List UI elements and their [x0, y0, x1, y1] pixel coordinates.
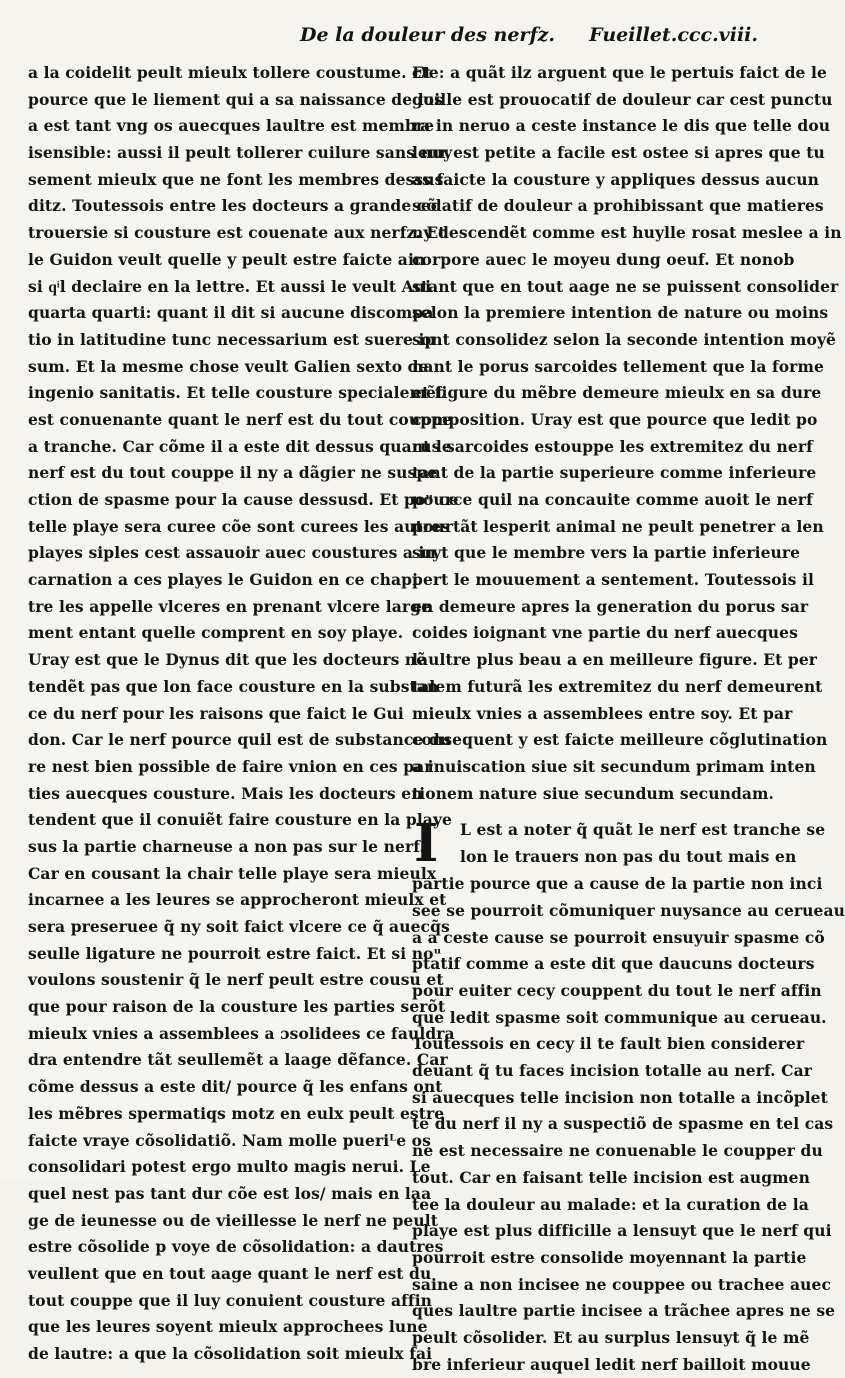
text-line: pource que le liement qui a sa naissance de los	[28, 89, 443, 109]
text-line: mieulx vnies a assemblees entre soy. Et par	[412, 703, 793, 723]
text-line: ction de spasme pour la cause dessusd. Et poᵘ ce	[28, 490, 459, 509]
text-line: est conuenante quant le nerf est du tout couppe	[28, 409, 453, 429]
text-line: sement mieulx que ne font les membres dessus	[28, 169, 444, 189]
text-line: sont consolidez selon la seconde intention moyẽ	[412, 329, 837, 349]
text-line: don. Car le nerf pource quil est de substance du	[28, 730, 452, 750]
text-line: ge de ieunesse ou de vieillesse le nerf ne peult	[28, 1210, 438, 1230]
text-line: te du nerf il ny a suspectiõ de spasme en tel cas	[412, 1114, 834, 1134]
left-text-column	[28, 60, 459, 1368]
text-line: pource quil na concauite comme auoit le nerf	[412, 490, 813, 509]
text-line: sera preseruee q̃ ny soit faict vlcere ce q̃ auecq̃s	[28, 917, 450, 936]
text-line: corpore auec le moyeu dung oeuf. Et nonob	[412, 249, 795, 269]
text-line: Car en cousant la chair telle playe sera mieulx	[28, 863, 437, 883]
text-line: carnation a ces playes le Guidon en ce chapi	[28, 570, 419, 590]
text-line: ques laultre partie incisee a trãchee apres ne se	[412, 1301, 836, 1321]
text-line: a a ceste cause se pourroit ensuyuir spasme cõ	[412, 927, 825, 947]
text-line: consolidari potest ergo multo magis nerui. Le	[28, 1157, 431, 1177]
text-line: ne est necessaire ne conuenable le coupper du	[412, 1141, 823, 1161]
text-line: nerf est du tout couppe il ny a dãgier ne suspe	[28, 463, 438, 483]
text-line: tant de la partie superieure comme inferieure	[412, 463, 817, 483]
text-line: mieulx vnies a assemblees a ɔsolidees ce fauldra	[28, 1023, 455, 1043]
text-line: ingenio sanitatis. Et telle cousture specialemẽt	[28, 383, 444, 403]
text-line: a tranche. Car cõme il a este dit dessus quant le	[28, 436, 452, 456]
text-line: a la coidelit peult mieulx tollere coustume. Et	[28, 63, 432, 82]
drop-capital: I	[414, 813, 439, 875]
text-line: le Guidon veult quelle y peult estre faicte ain	[28, 249, 426, 269]
text-line: pourtãt lesperit animal ne peult penetrer a len	[412, 516, 824, 536]
text-line: sum. Et la mesme chose veult Galien sexto de	[28, 356, 429, 376]
text-line: cte: a quãt ilz arguent que le pertuis faict de le	[412, 63, 827, 82]
text-line: et figure du mẽbre demeure mieulx en sa dure	[412, 383, 822, 403]
text-line: si qͥl declaire en la lettre. Et aussi le veult Aui	[28, 276, 432, 296]
text-line: voulons soustenir q̃ le nerf peult estre cousu et	[28, 970, 444, 990]
text-line: talem futurã les extremitez du nerf demeurent	[412, 676, 823, 696]
text-line: selon la premiere intention de nature ou moins	[412, 303, 829, 323]
text-line: guille est prouocatif de douleur car cest punctu	[412, 89, 833, 109]
text-line: bre inferieur auquel ledit nerf bailloit mouue	[412, 1354, 811, 1374]
text-line: a inuiscation siue sit secundum primam inten	[412, 756, 816, 776]
text-line: ny descendẽt comme est huylle rosat meslee a in	[412, 223, 842, 243]
text-line: quarta quarti: quant il dit si aucune discompa	[28, 303, 434, 323]
text-line: tio in latitudine tunc necessarium est suere ip	[28, 329, 436, 349]
text-line: nant le porus sarcoides tellement que la forme	[412, 356, 824, 376]
text-line: quel nest pas tant dur cõe est los/ mais en laa	[28, 1183, 432, 1203]
right-column-new-paragraph	[412, 813, 845, 1378]
text-line: de lautre: a que la cõsolidation soit mieulx fai	[28, 1344, 433, 1363]
text-line: deuant q̃ tu faces incision totalle au nerf. Car	[412, 1061, 813, 1081]
text-line: saine a non incisee ne couppee ou trachee auec	[412, 1274, 832, 1294]
right-text-column	[412, 60, 845, 1378]
text-line: pour euiter cecy couppent du tout le nerf affin	[412, 981, 822, 1000]
text-line: peult cõsolider. Et au surplus lensuyt q̃ le mẽ	[412, 1327, 810, 1347]
text-line: Toutessois en cecy il te fault bien considerer	[412, 1034, 805, 1054]
text-line: stant que en tout aage ne se puissent consolider	[412, 276, 839, 296]
text-line: lon le trauers non pas du tout mais en	[460, 846, 797, 866]
text-line: suyt que le membre vers la partie inferieure	[412, 543, 801, 563]
text-line: ra in neruo a ceste instance le dis que telle dou	[412, 116, 831, 136]
text-line: laultre plus beau a en meilleure figure. Et per	[412, 650, 818, 670]
text-line: ties auecques cousture. Mais les docteurs en	[28, 783, 423, 803]
text-line: incarnee a les leures se approcheront mieulx et	[28, 890, 447, 910]
text-line: tout couppe que il luy conuient cousture affin	[28, 1290, 433, 1310]
text-line: que pour raison de la cousture les parties serõt	[28, 997, 446, 1017]
text-line: coides ioignant vne partie du nerf auecques	[412, 623, 798, 643]
text-line: estre cõsolide p voye de cõsolidation: a dautres	[28, 1237, 444, 1257]
text-line: que ledit spasme soit communique au cerueau.	[412, 1007, 827, 1027]
text-line: ditz. Toutessois entre les docteurs a grande cõ	[28, 196, 437, 216]
text-line: faicte vraye cõsolidatiõ. Nam molle pueriᴸe os	[28, 1130, 431, 1150]
text-line: pert le mouuement a sentement. Toutessois il	[412, 570, 814, 590]
text-line: re nest bien possible de faire vnion en ces par	[28, 756, 433, 776]
text-line: sus la partie charneuse a non pas sur le nerf.	[28, 836, 425, 856]
text-line: cõme dessus a este dit/ pource q̃ les enfans ont	[28, 1077, 443, 1097]
text-line: que les leures soyent mieulx approchees lune	[28, 1317, 428, 1337]
text-line: seulle ligature ne pourroit estre faict. Et si noᵘ	[28, 943, 442, 963]
text-line: as faicte la cousture y appliques dessus aucun	[412, 169, 819, 189]
text-line: dra entendre tãt seullemẽt a laage dẽfance. Car	[28, 1050, 448, 1070]
text-line: tendent que il conuiẽt faire cousture en la playe	[28, 810, 453, 830]
text-line: a est tant vng os auecques laultre est membre	[28, 116, 435, 136]
text-line: si auecques telle incision non totalle a incõplet	[412, 1087, 828, 1107]
text-line: L est a noter q̃ quãt le nerf est tranche se	[460, 820, 826, 840]
text-line: veullent que en tout aage quant le nerf est du	[28, 1263, 432, 1283]
folio-number: Fueillet.ccc.viii.	[589, 24, 758, 46]
text-line: ce du nerf pour les raisons que faict le Gui	[28, 703, 404, 723]
paragraph-gap	[412, 807, 770, 817]
text-line: tionem nature siue secundum secundam.	[412, 783, 775, 803]
text-line: tout. Car en faisant telle incision est augmen	[412, 1167, 810, 1187]
text-line: playe est plus difficille a lensuyt que le nerf qui	[412, 1221, 832, 1241]
text-line: tre les appelle vlceres en prenant vlcere large	[28, 596, 432, 616]
text-line: pourroit estre consolide moyennant la partie	[412, 1247, 807, 1267]
text-line: Uray est que le Dynus dit que les docteurs nẽ	[28, 650, 427, 670]
text-line: partie pource que a cause de la partie non inci	[412, 874, 823, 894]
text-line: les mẽbres spermatiqs motz en eulx peult estre	[28, 1103, 445, 1123]
text-line: ptatif comme a este dit que daucuns docteurs	[412, 954, 815, 974]
text-line: ment entant quelle comprent en soy playe.	[28, 623, 404, 643]
text-line: see se pourroit cõmuniquer nuysance au cerueau	[412, 900, 845, 920]
text-line: tendẽt pas que lon face cousture en la substan	[28, 676, 439, 696]
text-line: consequent y est faicte meilleure cõglutination	[412, 730, 828, 750]
text-line: composition. Uray est que pource que ledit po	[412, 409, 818, 429]
text-line: telle playe sera curee cõe sont curees les autres	[28, 516, 450, 536]
text-line: isensible: aussi il peult tollerer cuilure sans nuy	[28, 143, 453, 163]
chapter-title: De la douleur des nerfz.	[300, 24, 556, 46]
text-line: leur est petite a facile est ostee si apres que tu	[412, 143, 825, 163]
text-line: trouersie si cousture est couenate aux nerfz. Et	[28, 223, 446, 243]
right-column-top-paragraph	[412, 60, 842, 807]
text-line: en demeure apres la generation du porus sar	[412, 596, 809, 616]
text-line: rus sarcoides estouppe les extremitez du nerf	[412, 436, 813, 456]
text-line: playes siples cest assauoir auec coustures a in	[28, 543, 436, 563]
running-header	[0, 22, 800, 52]
text-line: tee la douleur au malade: et la curation de la	[412, 1194, 809, 1214]
text-line: sedatif de douleur a prohibissant que matieres	[412, 196, 824, 216]
